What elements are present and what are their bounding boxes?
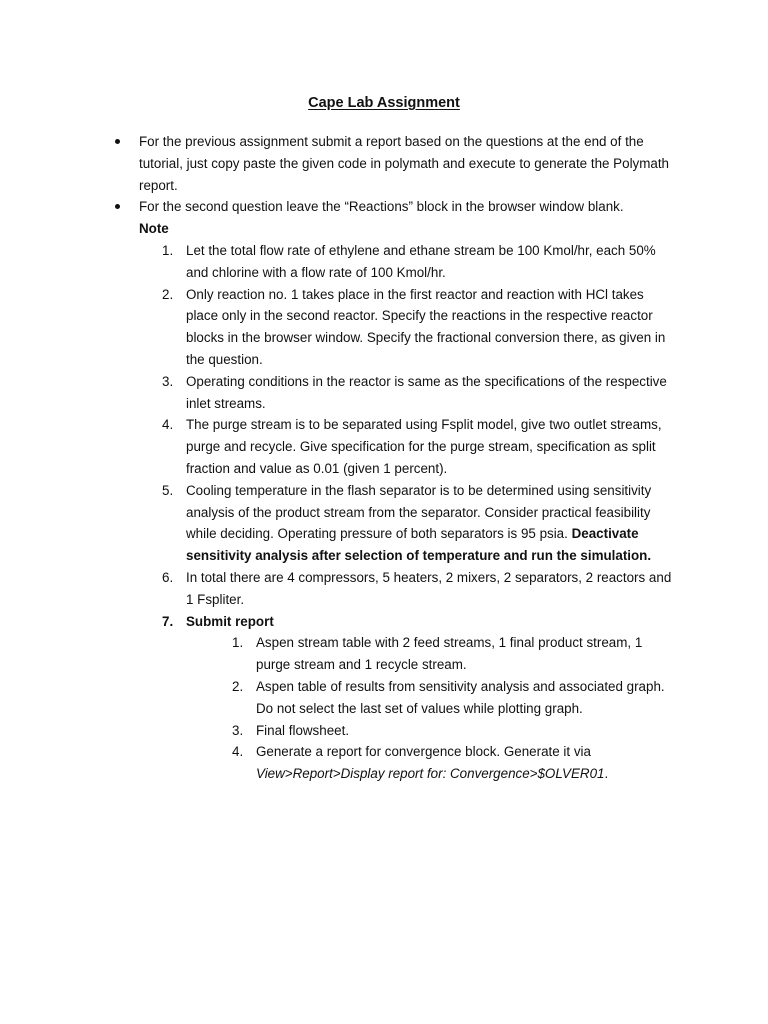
substep-number: 1. xyxy=(232,635,244,651)
step-number: 3. xyxy=(162,373,174,389)
step-text: Let the total flow rate of ethylene and ethane stream be 100 Kmol/hr, each 50% and chlorine with a flow rate of 100 Kmol/hr. xyxy=(186,242,656,280)
step-number: 5. xyxy=(162,482,174,498)
list-item xyxy=(0,414,676,479)
substep-number: 2. xyxy=(232,678,244,694)
step-bold-text: Deactivate sensitivity analysis after selection of temperature and run the simulation. xyxy=(186,526,652,564)
bullet-icon xyxy=(115,204,120,209)
bullet-item-previous-assignment xyxy=(0,131,679,196)
bullet-text: For the previous assignment submit a report based on the questions at the end of the tutorial, just copy paste the given code in polymath and execute to generate the Polymath report. xyxy=(139,134,670,193)
list-item xyxy=(0,567,676,611)
substep-number: 3. xyxy=(232,722,244,738)
step-text: Submit report xyxy=(186,613,274,629)
submit-report-sublist xyxy=(0,632,768,785)
menu-path-text: View>Report>Display report for: Convergence>$OLVER01 xyxy=(256,766,605,782)
step-text: Operating conditions in the reactor is same as the specifications of the respective inlet streams. xyxy=(186,373,667,411)
list-item xyxy=(0,720,670,742)
bullet-list xyxy=(0,131,768,785)
substep-text: Aspen stream table with 2 feed streams, 1 final product stream, 1 purge stream and 1 recycle stream. xyxy=(256,635,643,673)
step-number: 4. xyxy=(162,417,174,433)
list-item xyxy=(0,632,670,676)
list-item xyxy=(0,676,670,720)
list-item xyxy=(0,284,676,371)
substep-text: Final flowsheet. xyxy=(256,722,350,738)
step-number: 7. xyxy=(162,613,174,629)
bullet-item-second-question xyxy=(0,196,679,240)
bullet-icon xyxy=(115,139,120,144)
step-text: In total there are 4 compressors, 5 heaters, 2 mixers, 2 separators, 2 reactors and 1 Fspliter. xyxy=(186,569,672,607)
step-text: The purge stream is to be separated using Fsplit model, give two outlet streams, purge and recycle. Give specification for the purge stream, specification as split fraction and value as 0.01 (given 1 percent). xyxy=(186,417,662,476)
substep-text: Generate a report for convergence block. Generate it via xyxy=(256,744,591,760)
step-number: 2. xyxy=(162,286,174,302)
list-item xyxy=(0,611,676,633)
note-heading: Note xyxy=(139,221,169,237)
substep-text: Aspen table of results from sensitivity analysis and associated graph. Do not select the last set of values while plotting graph. xyxy=(256,678,665,716)
step-number: 6. xyxy=(162,569,174,585)
list-item xyxy=(0,741,670,785)
bullet-text: For the second question leave the “Reactions” block in the browser window blank. xyxy=(139,199,624,215)
step-text: Only reaction no. 1 takes place in the first reactor and reaction with HCl takes place only in the second reactor. Specify the reactions in the respective reactor blocks in the browser window. Specify the fractional conversion there, as given in the question. xyxy=(186,286,666,367)
list-item xyxy=(0,240,676,284)
page-title: Cape Lab Assignment xyxy=(308,95,460,111)
step-number: 1. xyxy=(162,242,174,258)
list-item xyxy=(0,480,676,567)
substep-end-punct: . xyxy=(604,766,609,782)
note-step-list xyxy=(0,240,768,632)
list-item xyxy=(0,371,676,415)
step-text: Cooling temperature in the flash separator is to be determined using sensitivity analysis of the product stream from the separator. Consider practical feasibility while deciding. Operating pressure of both separators is 95 psia. xyxy=(186,482,652,542)
substep-number: 4. xyxy=(232,744,244,760)
